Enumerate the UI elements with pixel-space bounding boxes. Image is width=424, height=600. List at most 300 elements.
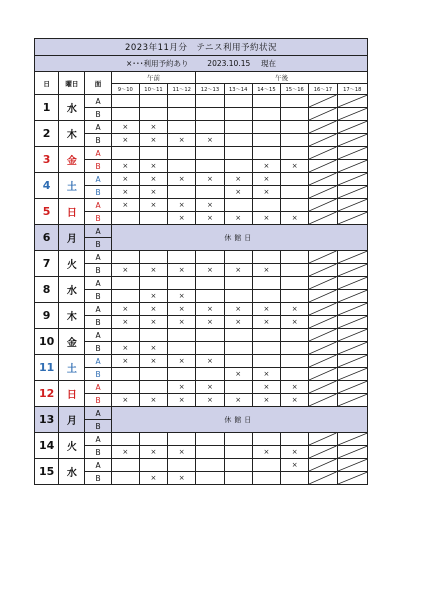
empty-slot — [224, 342, 252, 355]
weekday-label: 月 — [59, 225, 85, 251]
unavailable-slot — [337, 277, 367, 290]
unavailable-slot — [309, 433, 337, 446]
reserved-mark: × — [281, 160, 309, 173]
court-row — [35, 108, 368, 121]
empty-slot — [252, 472, 280, 485]
court-label: A — [85, 173, 111, 186]
empty-slot — [139, 381, 167, 394]
unavailable-slot — [309, 303, 337, 316]
empty-slot — [168, 433, 196, 446]
empty-slot — [196, 290, 224, 303]
empty-slot — [281, 199, 309, 212]
court-row — [35, 290, 368, 303]
court-label: A — [85, 355, 111, 368]
empty-slot — [224, 290, 252, 303]
court-label: A — [85, 225, 111, 238]
reserved-mark: × — [224, 264, 252, 277]
empty-slot — [168, 251, 196, 264]
court-row — [35, 303, 368, 316]
as-of-label: 現在 — [261, 59, 277, 68]
reserved-mark: × — [168, 134, 196, 147]
unavailable-slot — [309, 212, 337, 225]
time-slot-header: 10～11 — [139, 84, 167, 95]
empty-slot — [111, 251, 139, 264]
empty-slot — [111, 147, 139, 160]
reserved-mark: × — [281, 212, 309, 225]
empty-slot — [111, 472, 139, 485]
court-label: B — [85, 212, 111, 225]
reserved-mark: × — [168, 394, 196, 407]
reserved-mark: × — [168, 212, 196, 225]
empty-slot — [224, 121, 252, 134]
reserved-mark: × — [281, 459, 309, 472]
unavailable-slot — [309, 147, 337, 160]
empty-slot — [139, 212, 167, 225]
reserved-mark: × — [281, 316, 309, 329]
empty-slot — [252, 251, 280, 264]
empty-slot — [224, 251, 252, 264]
reserved-mark: × — [139, 264, 167, 277]
empty-slot — [224, 433, 252, 446]
unavailable-slot — [337, 121, 367, 134]
empty-slot — [111, 290, 139, 303]
court-row — [35, 199, 368, 212]
reserved-mark: × — [168, 381, 196, 394]
empty-slot — [224, 95, 252, 108]
reserved-mark: × — [111, 394, 139, 407]
unavailable-slot — [309, 446, 337, 459]
day-column-header: 日 — [35, 72, 59, 95]
reservation-table — [34, 38, 368, 485]
reserved-mark: × — [139, 316, 167, 329]
unavailable-slot — [309, 134, 337, 147]
reserved-mark: × — [281, 394, 309, 407]
empty-slot — [252, 277, 280, 290]
weekday-label: 日 — [59, 199, 85, 225]
empty-slot — [281, 186, 309, 199]
court-label: B — [85, 160, 111, 173]
empty-slot — [196, 472, 224, 485]
reserved-mark: × — [111, 446, 139, 459]
day-number: 2 — [35, 121, 59, 147]
empty-slot — [196, 277, 224, 290]
empty-slot — [196, 342, 224, 355]
unavailable-slot — [309, 186, 337, 199]
day-number: 7 — [35, 251, 59, 277]
empty-slot — [139, 108, 167, 121]
empty-slot — [139, 459, 167, 472]
unavailable-slot — [337, 290, 367, 303]
reserved-mark: × — [139, 394, 167, 407]
reserved-mark: × — [252, 303, 280, 316]
empty-slot — [224, 355, 252, 368]
unavailable-slot — [309, 251, 337, 264]
reserved-mark: × — [111, 199, 139, 212]
empty-slot — [196, 147, 224, 160]
unavailable-slot — [337, 316, 367, 329]
empty-slot — [281, 368, 309, 381]
reserved-mark: × — [252, 394, 280, 407]
empty-slot — [111, 95, 139, 108]
unavailable-slot — [309, 459, 337, 472]
court-row — [35, 459, 368, 472]
empty-slot — [196, 108, 224, 121]
empty-slot — [168, 108, 196, 121]
empty-slot — [196, 329, 224, 342]
empty-slot — [252, 355, 280, 368]
reserved-mark: × — [196, 199, 224, 212]
reserved-mark: × — [139, 342, 167, 355]
unavailable-slot — [337, 199, 367, 212]
unavailable-slot — [309, 381, 337, 394]
reserved-mark: × — [252, 186, 280, 199]
empty-slot — [139, 95, 167, 108]
empty-slot — [281, 290, 309, 303]
empty-slot — [281, 251, 309, 264]
reserved-mark: × — [252, 381, 280, 394]
day-number: 8 — [35, 277, 59, 303]
closed-day-label: 休館日 — [111, 407, 367, 433]
empty-slot — [224, 147, 252, 160]
unavailable-slot — [309, 108, 337, 121]
empty-slot — [281, 173, 309, 186]
afternoon-group-header: 午後 — [196, 72, 368, 84]
reservation-body — [35, 95, 368, 485]
unavailable-slot — [309, 472, 337, 485]
court-row — [35, 160, 368, 173]
empty-slot — [281, 121, 309, 134]
court-row — [35, 225, 368, 238]
time-slot-header: 16～17 — [309, 84, 337, 95]
as-of-date: 2023.10.15 — [207, 59, 251, 68]
court-label: B — [85, 108, 111, 121]
empty-slot — [111, 459, 139, 472]
court-row — [35, 368, 368, 381]
empty-slot — [168, 342, 196, 355]
empty-slot — [252, 147, 280, 160]
empty-slot — [224, 108, 252, 121]
empty-slot — [252, 134, 280, 147]
court-label: B — [85, 394, 111, 407]
unavailable-slot — [309, 342, 337, 355]
unavailable-slot — [337, 173, 367, 186]
reserved-mark: × — [111, 303, 139, 316]
empty-slot — [196, 95, 224, 108]
court-label: A — [85, 433, 111, 446]
court-label: B — [85, 186, 111, 199]
closed-day-label: 休館日 — [111, 225, 367, 251]
court-label: B — [85, 238, 111, 251]
reserved-mark: × — [139, 355, 167, 368]
court-label: B — [85, 134, 111, 147]
court-row — [35, 355, 368, 368]
unavailable-slot — [309, 290, 337, 303]
day-number: 15 — [35, 459, 59, 485]
empty-slot — [196, 459, 224, 472]
unavailable-slot — [337, 212, 367, 225]
unavailable-slot — [309, 277, 337, 290]
unavailable-slot — [337, 264, 367, 277]
weekday-label: 火 — [59, 251, 85, 277]
empty-slot — [224, 446, 252, 459]
court-label: A — [85, 329, 111, 342]
unavailable-slot — [309, 355, 337, 368]
empty-slot — [168, 121, 196, 134]
reserved-mark: × — [139, 160, 167, 173]
court-label: B — [85, 342, 111, 355]
unavailable-slot — [309, 329, 337, 342]
reserved-mark: × — [139, 303, 167, 316]
reserved-mark: × — [224, 173, 252, 186]
court-label: B — [85, 472, 111, 485]
empty-slot — [281, 95, 309, 108]
unavailable-slot — [337, 459, 367, 472]
empty-slot — [224, 472, 252, 485]
reserved-mark: × — [139, 290, 167, 303]
court-row — [35, 147, 368, 160]
unavailable-slot — [309, 264, 337, 277]
unavailable-slot — [337, 355, 367, 368]
legend-note: ×･･･利用予約あり — [125, 59, 189, 68]
court-row — [35, 134, 368, 147]
court-label: A — [85, 459, 111, 472]
unavailable-slot — [337, 433, 367, 446]
reserved-mark: × — [252, 212, 280, 225]
reserved-mark: × — [281, 446, 309, 459]
reserved-mark: × — [224, 212, 252, 225]
empty-slot — [224, 134, 252, 147]
court-label: A — [85, 121, 111, 134]
reserved-mark: × — [168, 264, 196, 277]
unavailable-slot — [309, 160, 337, 173]
reserved-mark: × — [196, 134, 224, 147]
empty-slot — [111, 381, 139, 394]
empty-slot — [281, 329, 309, 342]
court-row — [35, 251, 368, 264]
reserved-mark: × — [139, 186, 167, 199]
time-slot-header: 11～12 — [168, 84, 196, 95]
court-label: B — [85, 290, 111, 303]
reserved-mark: × — [281, 381, 309, 394]
empty-slot — [168, 368, 196, 381]
unavailable-slot — [337, 108, 367, 121]
weekday-label: 水 — [59, 277, 85, 303]
empty-slot — [196, 186, 224, 199]
unavailable-slot — [337, 186, 367, 199]
reserved-mark: × — [111, 342, 139, 355]
unavailable-slot — [309, 316, 337, 329]
weekday-label: 金 — [59, 147, 85, 173]
weekday-label: 木 — [59, 121, 85, 147]
empty-slot — [281, 342, 309, 355]
time-slot-header: 12～13 — [196, 84, 224, 95]
empty-slot — [168, 186, 196, 199]
day-number: 11 — [35, 355, 59, 381]
time-slot-header: 14～15 — [252, 84, 280, 95]
court-row — [35, 121, 368, 134]
empty-slot — [281, 355, 309, 368]
court-label: A — [85, 147, 111, 160]
court-label: A — [85, 95, 111, 108]
empty-slot — [252, 342, 280, 355]
reserved-mark: × — [111, 186, 139, 199]
court-row — [35, 173, 368, 186]
court-row — [35, 212, 368, 225]
empty-slot — [252, 290, 280, 303]
reserved-mark: × — [111, 173, 139, 186]
empty-slot — [252, 199, 280, 212]
weekday-column-header: 曜日 — [59, 72, 85, 95]
court-column-header: 面 — [85, 72, 111, 95]
reserved-mark: × — [168, 199, 196, 212]
time-slot-header: 9～10 — [111, 84, 139, 95]
court-row — [35, 472, 368, 485]
unavailable-slot — [337, 329, 367, 342]
reserved-mark: × — [139, 446, 167, 459]
reserved-mark: × — [139, 121, 167, 134]
empty-slot — [252, 121, 280, 134]
unavailable-slot — [337, 368, 367, 381]
empty-slot — [224, 381, 252, 394]
reserved-mark: × — [196, 355, 224, 368]
unavailable-slot — [337, 95, 367, 108]
reserved-mark: × — [196, 316, 224, 329]
reserved-mark: × — [139, 134, 167, 147]
morning-group-header: 午前 — [111, 72, 196, 84]
reserved-mark: × — [196, 212, 224, 225]
reserved-mark: × — [139, 199, 167, 212]
empty-slot — [281, 134, 309, 147]
reserved-mark: × — [224, 394, 252, 407]
day-number: 4 — [35, 173, 59, 199]
time-slot-header: 15～16 — [281, 84, 309, 95]
empty-slot — [168, 459, 196, 472]
unavailable-slot — [337, 472, 367, 485]
weekday-label: 水 — [59, 459, 85, 485]
unavailable-slot — [337, 394, 367, 407]
empty-slot — [111, 212, 139, 225]
empty-slot — [281, 472, 309, 485]
weekday-label: 水 — [59, 95, 85, 121]
court-row — [35, 394, 368, 407]
court-row — [35, 342, 368, 355]
reserved-mark: × — [111, 121, 139, 134]
empty-slot — [111, 433, 139, 446]
empty-slot — [224, 329, 252, 342]
empty-slot — [139, 251, 167, 264]
status-note — [35, 56, 368, 72]
reserved-mark: × — [111, 316, 139, 329]
empty-slot — [252, 95, 280, 108]
empty-slot — [224, 277, 252, 290]
reserved-mark: × — [168, 446, 196, 459]
day-number: 6 — [35, 225, 59, 251]
empty-slot — [139, 147, 167, 160]
empty-slot — [252, 329, 280, 342]
empty-slot — [252, 433, 280, 446]
court-label: A — [85, 251, 111, 264]
unavailable-slot — [337, 134, 367, 147]
court-label: A — [85, 199, 111, 212]
court-label: A — [85, 277, 111, 290]
weekday-label: 月 — [59, 407, 85, 433]
reserved-mark: × — [196, 381, 224, 394]
day-number: 12 — [35, 381, 59, 407]
sheet-title: 2023年11月分 テニス利用予約状況 — [35, 39, 368, 56]
reserved-mark: × — [168, 355, 196, 368]
court-label: B — [85, 316, 111, 329]
empty-slot — [196, 251, 224, 264]
reserved-mark: × — [281, 303, 309, 316]
weekday-label: 日 — [59, 381, 85, 407]
day-number: 1 — [35, 95, 59, 121]
empty-slot — [168, 147, 196, 160]
reservation-sheet — [34, 38, 368, 485]
weekday-label: 金 — [59, 329, 85, 355]
unavailable-slot — [309, 173, 337, 186]
day-number: 10 — [35, 329, 59, 355]
reserved-mark: × — [168, 303, 196, 316]
day-number: 9 — [35, 303, 59, 329]
court-label: A — [85, 407, 111, 420]
court-label: B — [85, 368, 111, 381]
reserved-mark: × — [224, 316, 252, 329]
unavailable-slot — [337, 342, 367, 355]
reserved-mark: × — [196, 264, 224, 277]
weekday-label: 木 — [59, 303, 85, 329]
court-label: A — [85, 381, 111, 394]
reserved-mark: × — [139, 472, 167, 485]
reserved-mark: × — [252, 446, 280, 459]
empty-slot — [196, 433, 224, 446]
day-number: 5 — [35, 199, 59, 225]
empty-slot — [196, 160, 224, 173]
empty-slot — [168, 160, 196, 173]
empty-slot — [281, 264, 309, 277]
reserved-mark: × — [168, 290, 196, 303]
empty-slot — [139, 368, 167, 381]
unavailable-slot — [309, 121, 337, 134]
unavailable-slot — [309, 95, 337, 108]
court-row — [35, 316, 368, 329]
empty-slot — [139, 277, 167, 290]
court-row — [35, 264, 368, 277]
empty-slot — [252, 459, 280, 472]
empty-slot — [168, 277, 196, 290]
court-label: B — [85, 446, 111, 459]
reserved-mark: × — [168, 472, 196, 485]
unavailable-slot — [309, 394, 337, 407]
reserved-mark: × — [252, 160, 280, 173]
reserved-mark: × — [168, 316, 196, 329]
day-number: 14 — [35, 433, 59, 459]
reserved-mark: × — [224, 303, 252, 316]
court-row — [35, 277, 368, 290]
empty-slot — [139, 433, 167, 446]
reserved-mark: × — [252, 368, 280, 381]
reserved-mark: × — [196, 394, 224, 407]
empty-slot — [196, 446, 224, 459]
empty-slot — [196, 368, 224, 381]
empty-slot — [281, 147, 309, 160]
reserved-mark: × — [111, 160, 139, 173]
reserved-mark: × — [111, 264, 139, 277]
court-row — [35, 446, 368, 459]
court-row — [35, 433, 368, 446]
empty-slot — [281, 108, 309, 121]
empty-slot — [111, 108, 139, 121]
empty-slot — [111, 329, 139, 342]
